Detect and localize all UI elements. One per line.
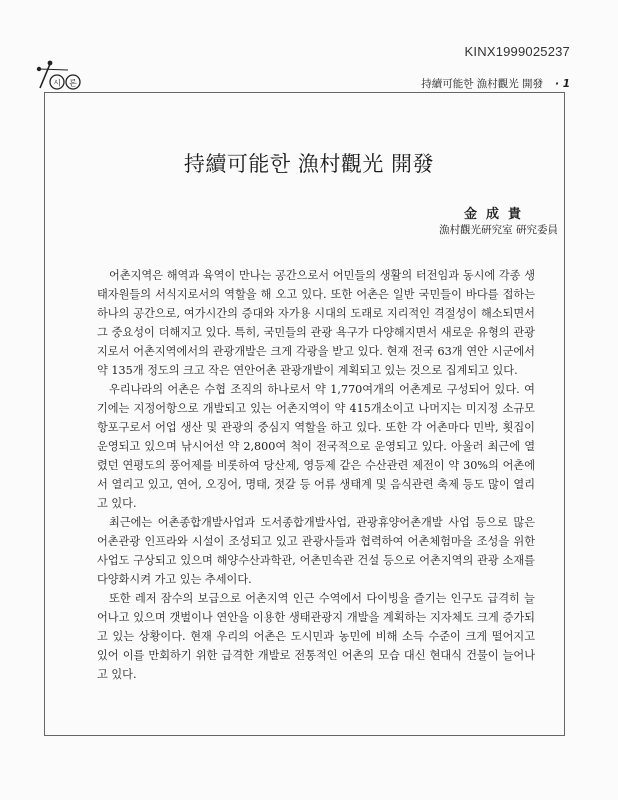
column-logo — [36, 58, 96, 92]
sirон-logo-icon — [36, 58, 96, 92]
article-title: 持續可能한 漁村觀光 開發 — [183, 152, 435, 177]
author-name: 金成貴 — [463, 207, 530, 222]
svg-text:론: 론 — [69, 78, 77, 88]
paragraph: 또한 레저 잠수의 보급으로 어촌지역 인근 수역에서 다이빙을 즐기는 인구도 급격히 늘어나고 있으며 갯벌이나 연안을 이용한 생태관광지 개발을 계획하는 지자체도 크게 증가되고 있는 상황이다. 현재 우리의 어촌은 도시민과 농민에 비해 소득 수준이 크게 떨어지고 있어 이를 만회하기 위한 급격한 개발로 전통적인 어촌의 모습 대신 현대식 건물이 늘어나고 있다. — [97, 592, 535, 681]
author-affiliation: 漁村觀光硏究室 硏究委員 — [439, 224, 558, 236]
running-title: 持續可能한 漁村觀光 開發 — [421, 78, 544, 90]
article-body — [97, 266, 535, 684]
document-id: KINX1999025237 — [464, 44, 570, 59]
page-marker: · 1 — [555, 78, 570, 90]
paragraph: 우리나라의 어촌은 수협 조직의 하나로서 약 1,770여개의 어촌계로 구성되어 있다. 여기에는 지정어항으로 개발되고 있는 어촌지역이 약 415개소이고 나머지는 미지정 소규모 항포구로서 어업 생산 및 관광의 중심지 역할을 하고 있다. 또한 각 어촌마다 민박, 횟집이 운영되고 있으며 낚시어선 약 2,800여 척이 전국적으로 운영되고 있다. 아울러 최근에 열렸던 연평도의 풍어제를 비롯하여 당산제, 영등제 같은 수산관련 제전이 약 30%의 어촌에서 열리고 있고, 연어, 오징어, 명태, 젓갈 등 어류 생태계 및 음식관련 축제 등도 많이 열리고 있다. — [97, 383, 535, 510]
paragraph: 최근에는 어촌종합개발사업과 도서종합개발사업, 관광휴양어촌개발 사업 등으로 많은 어촌관광 인프라와 시설이 조성되고 있고 관광사들과 협력하여 어촌체험마을 조성을 위한 사업도 구상되고 있으며 해양수산과학관, 어촌민속관 건설 등으로 어촌지역의 관광 소재를 다양화시켜 가고 있는 추세이다. — [97, 516, 535, 586]
paragraph: 어촌지역은 해역과 육역이 만나는 공간으로서 어민들의 생활의 터전임과 동시에 각종 생태자원들의 서식지로서의 역할을 해 오고 있다. 또한 어촌은 일반 국민들이 바다를 접하는 하나의 공간으로, 여가시간의 증대와 자가용 시대의 도래로 지리적인 격절성이 해소되면서 그 중요성이 더해지고 있다. 특히, 국민들의 관광 욕구가 다양해지면서 새로운 유형의 관광지로서 어촌지역에서의 관광개발은 크게 각광을 받고 있다. 현재 전국 63개 연안 시군에서 약 135개 정도의 크고 작은 연안어촌 관광개발이 계획되고 있는 것으로 집계되고 있다. — [97, 269, 535, 377]
running-header — [421, 76, 570, 91]
svg-text:시: 시 — [53, 78, 61, 88]
